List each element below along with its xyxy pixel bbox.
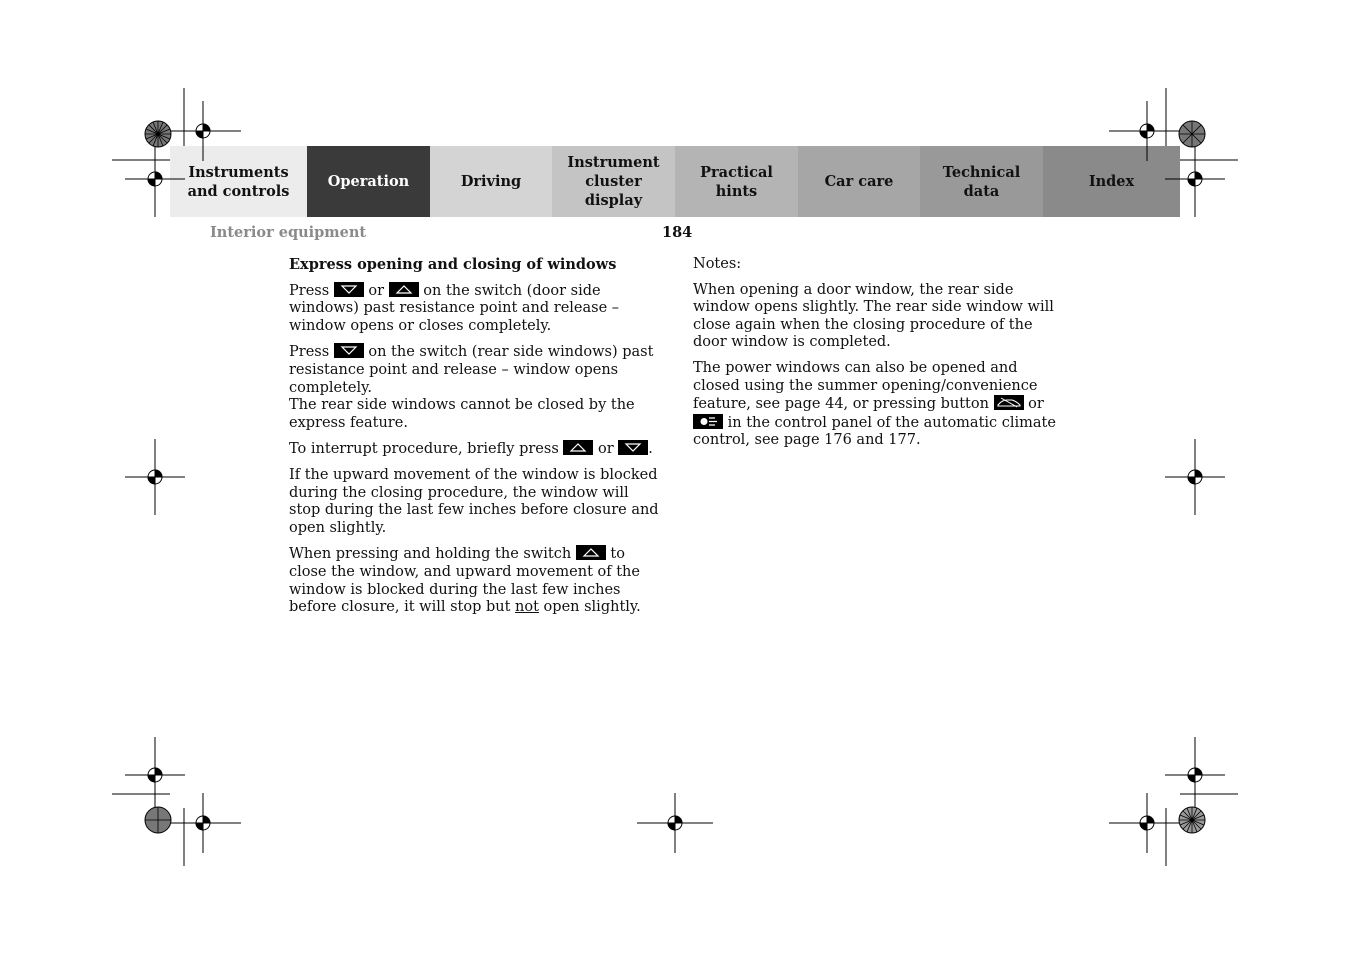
tab-label: Operation <box>327 173 410 190</box>
paragraph-holding: When pressing and holding the switch to close the window, and upward movement of the window is blocked during the last few inches before closure, it will stop but not open slightly. <box>289 546 641 616</box>
note-door-window: When opening a door window, the rear side window opens slightly. The rear side window will close again when the closing procedure of the door window is completed. <box>693 281 1054 351</box>
note-convenience: The power windows can also be opened and closed using the summer opening/convenience feature, see page 44, or pressing button or in the control panel of the automatic climate control, see page 176 and 177. <box>693 359 1056 449</box>
notes-label: Notes: <box>693 256 742 272</box>
section-heading: Express opening and closing of windows <box>289 256 617 273</box>
paragraph-rear-windows: Press on the switch (rear side windows) past resistance point and release – window opens completely. The rear side windows cannot be closed by the express feature. <box>289 344 654 431</box>
paragraph-blocked: If the upward movement of the window is blocked during the closing procedure, the window will stop during the last few inches before closure and open slightly. <box>289 466 659 536</box>
tab-label: Driving <box>460 173 522 190</box>
tab-label: Practical hints <box>700 163 773 200</box>
tab-label: Technical data <box>942 163 1021 200</box>
tab-label: Car care <box>824 173 894 190</box>
paragraph-interrupt: To interrupt procedure, briefly press or . <box>289 441 653 458</box>
tab-label: Index <box>1088 173 1135 190</box>
page-number: 184 <box>662 224 693 241</box>
tab-label: Instrument cluster display <box>567 154 660 209</box>
paragraph-express: Press or on the switch (door side windows) past resistance point and release – window opens or closes completely. <box>289 282 620 334</box>
running-head: Interior equipment <box>210 224 367 241</box>
tab-label: Instruments and controls <box>187 163 290 200</box>
